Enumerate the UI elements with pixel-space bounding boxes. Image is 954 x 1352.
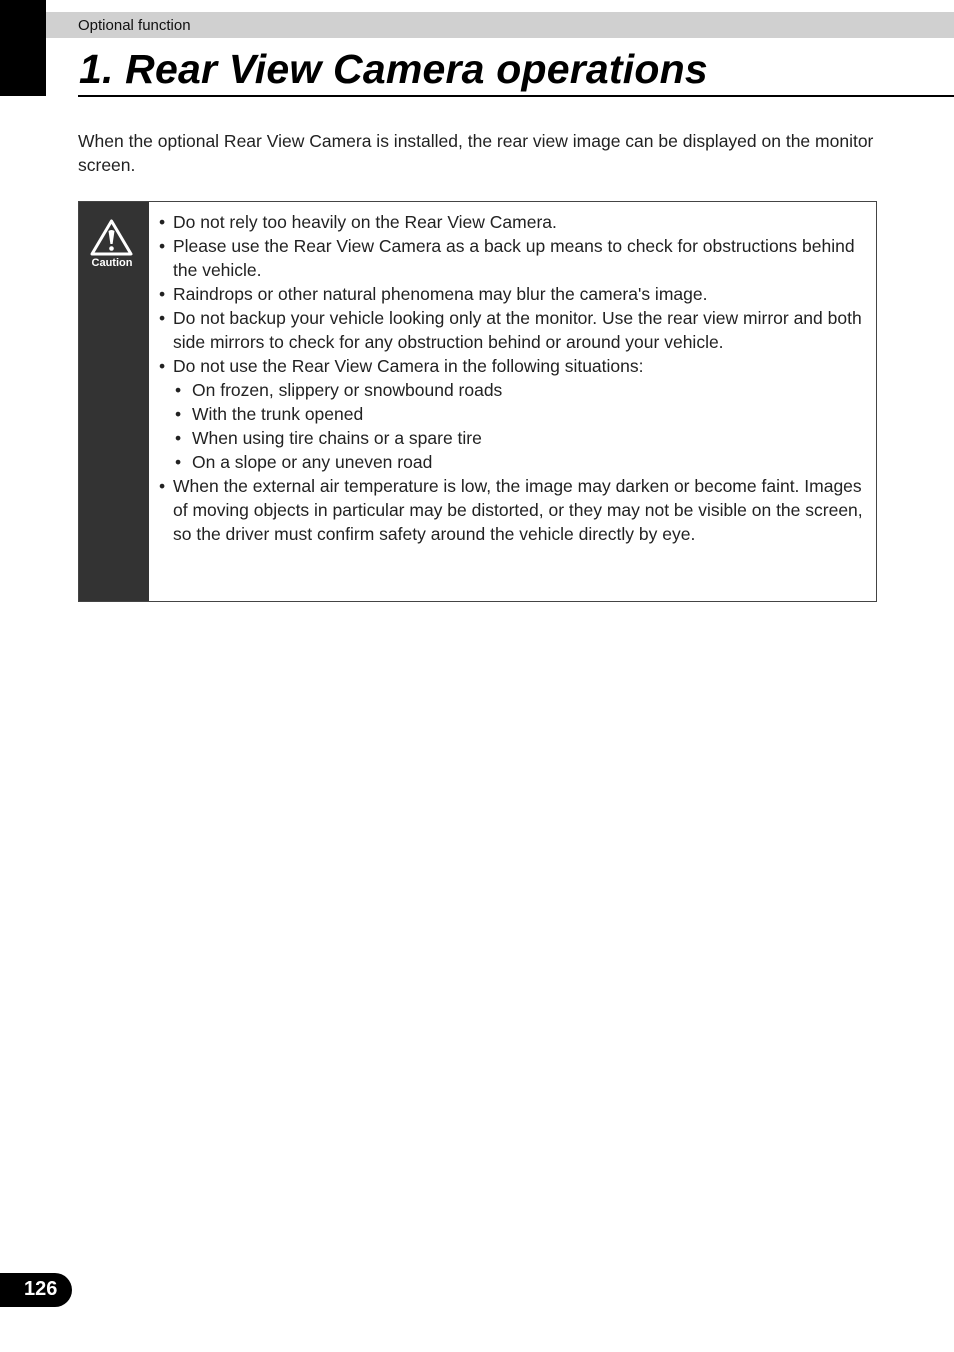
- caution-item: • Raindrops or other natural phenomena may blur the camera's image.: [159, 282, 871, 306]
- page-number: 126: [24, 1278, 58, 1300]
- situations-intro: Do not use the Rear View Camera in the following situations:: [173, 356, 644, 376]
- title-divider: [78, 95, 954, 97]
- caution-list: [159, 210, 871, 546]
- situation-item: • When using tire chains or a spare tire: [173, 426, 871, 450]
- caution-item-situations: [159, 354, 871, 474]
- situation-item: • On a slope or any uneven road: [173, 450, 871, 474]
- situations-list: [173, 378, 871, 474]
- caution-item: • Please use the Rear View Camera as a back up means to check for obstructions behind the vehicle.: [159, 234, 871, 282]
- intro-paragraph: When the optional Rear View Camera is installed, the rear view image can be displayed on the monitor screen.: [78, 131, 874, 175]
- caution-item: • Do not backup your vehicle looking only at the monitor. Use the rear view mirror and both side mirrors to check for any obstruction behind or around your vehicle.: [159, 306, 871, 354]
- caution-label: Caution: [91, 257, 133, 269]
- situation-item: • With the trunk opened: [173, 402, 871, 426]
- section-label: Optional function: [78, 17, 191, 34]
- warning-triangle-icon: [89, 218, 134, 258]
- caution-sidebar: [79, 202, 149, 601]
- caution-box: [78, 201, 877, 602]
- page-title: 1. Rear View Camera operations: [79, 46, 708, 92]
- caution-item: • When the external air temperature is low, the image may darken or become faint. Images of moving objects in particular may be distorted, or they may not be visible on the screen, so the driver must confirm safety around the vehicle directly by eye.: [159, 474, 871, 546]
- caution-item: • Do not rely too heavily on the Rear View Camera.: [159, 210, 871, 234]
- situation-item: • On frozen, slippery or snowbound roads: [173, 378, 871, 402]
- corner-block: [0, 0, 46, 96]
